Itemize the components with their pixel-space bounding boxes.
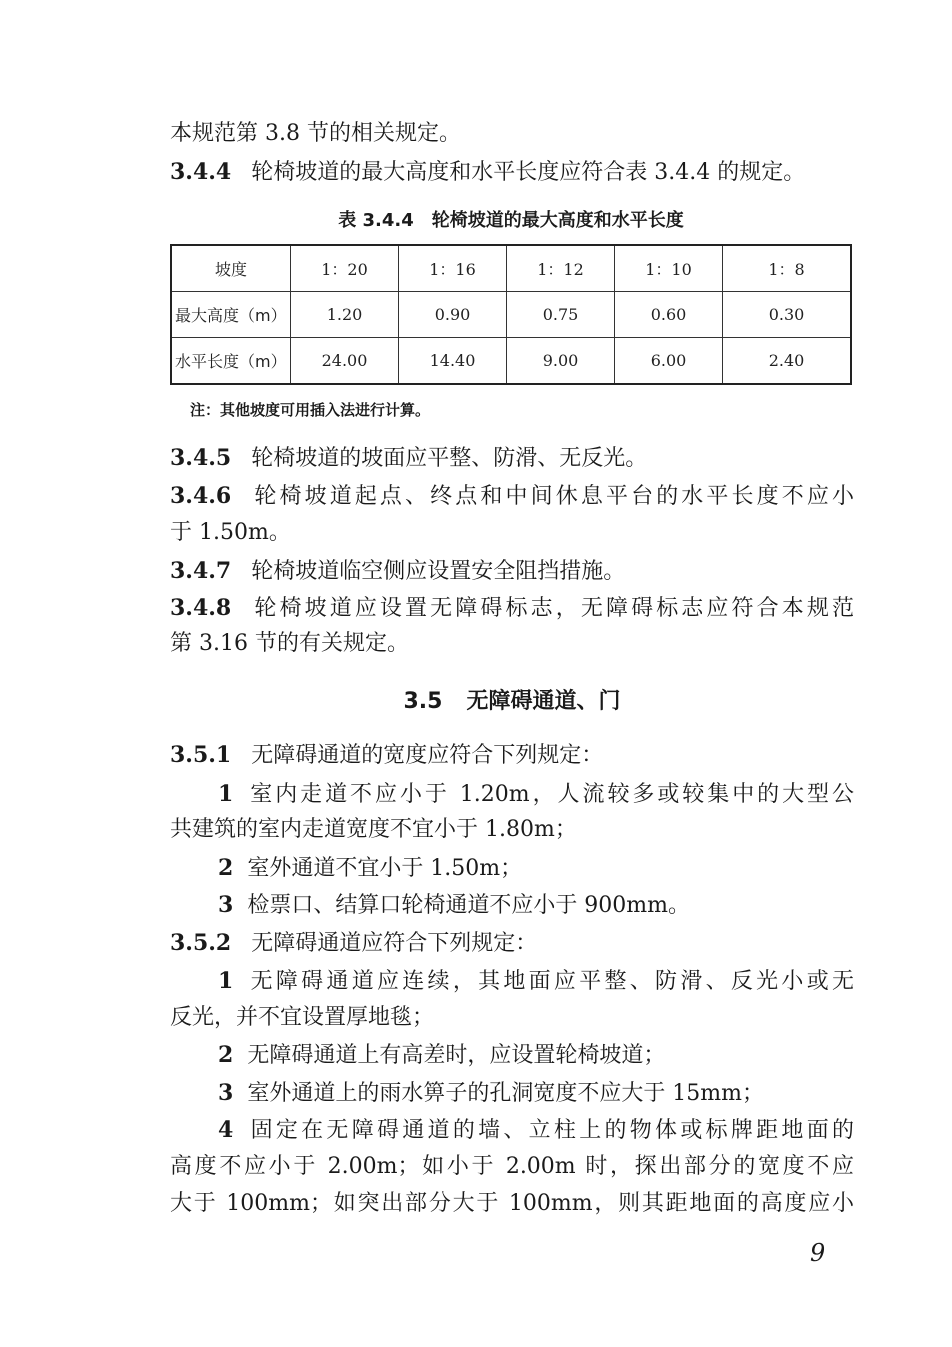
item-text: 室外通道不宜小于 1.50m； bbox=[247, 856, 523, 881]
page-number: 9 bbox=[810, 1239, 826, 1267]
table-cell: 14.40 bbox=[399, 338, 507, 385]
table-header-cell: 1：20 bbox=[291, 245, 399, 292]
table-caption-number: 表 3.4.4 bbox=[338, 210, 414, 231]
clause-text: 无障碍通道应符合下列规定： bbox=[251, 931, 538, 956]
table-cell: 1.20 bbox=[291, 292, 399, 338]
item-text: 大于 100mm；如突出部分大于 100mm，则其距地面的高度应小 bbox=[170, 1191, 854, 1216]
table-header-cell: 1：8 bbox=[723, 245, 852, 292]
list-item bbox=[218, 850, 854, 887]
item-text: 高度不应小于 2.00m；如小于 2.00m 时，探出部分的宽度不应 bbox=[170, 1154, 854, 1179]
clause-3-5-2 bbox=[170, 925, 854, 962]
section-number: 3.5 bbox=[403, 689, 443, 714]
clause-number: 3.4.4 bbox=[170, 159, 232, 185]
clause-number: 3.4.8 bbox=[170, 595, 232, 621]
clause-number: 3.4.7 bbox=[170, 558, 232, 584]
clause-3-4-5 bbox=[170, 440, 854, 477]
table-row bbox=[171, 292, 851, 338]
section-title-text: 无障碍通道、门 bbox=[466, 689, 621, 714]
item-text: 无障碍通道上有高差时，应设置轮椅坡道； bbox=[247, 1043, 666, 1068]
item-number: 3 bbox=[218, 892, 234, 918]
clause-text: 无障碍通道的宽度应符合下列规定： bbox=[251, 743, 604, 768]
item-text: 检票口、结算口轮椅通道不应小于 900mm。 bbox=[247, 893, 691, 918]
table-header-row bbox=[171, 245, 851, 292]
list-item bbox=[218, 776, 854, 813]
clause-3-5-1 bbox=[170, 737, 854, 774]
paragraph-line bbox=[170, 1149, 854, 1185]
table-cell: 0.75 bbox=[507, 292, 615, 338]
table-cell: 24.00 bbox=[291, 338, 399, 385]
table-header-cell: 1：12 bbox=[507, 245, 615, 292]
paragraph-line bbox=[170, 1000, 854, 1036]
paragraph-line bbox=[170, 116, 854, 152]
clause-text: 于 1.50m。 bbox=[170, 520, 291, 545]
table-header-cell: 1：16 bbox=[399, 245, 507, 292]
list-item bbox=[218, 963, 854, 1000]
list-item bbox=[218, 887, 854, 924]
table-caption-text: 轮椅坡道的最大高度和水平长度 bbox=[431, 210, 684, 231]
clause-text: 轮椅坡道的坡面应平整、防滑、无反光。 bbox=[251, 446, 648, 471]
item-number: 3 bbox=[218, 1080, 234, 1106]
table-row-label: 最大高度（m） bbox=[171, 292, 291, 338]
item-text: 无障碍通道应连续，其地面应平整、防滑、反光小或无 bbox=[247, 969, 854, 994]
clause-text: 第 3.16 节的有关规定。 bbox=[170, 631, 409, 656]
clause-3-4-7 bbox=[170, 553, 854, 590]
item-text: 室外通道上的雨水箅子的孔洞宽度不应大于 15mm； bbox=[247, 1081, 765, 1106]
paragraph-line bbox=[170, 1186, 854, 1222]
item-number: 2 bbox=[218, 1042, 234, 1068]
table-caption bbox=[170, 205, 852, 237]
clause-number: 3.4.6 bbox=[170, 483, 232, 509]
clause-3-4-6 bbox=[170, 478, 854, 515]
table-row bbox=[171, 338, 851, 385]
paragraph-line bbox=[170, 812, 854, 848]
table-cell: 9.00 bbox=[507, 338, 615, 385]
clause-3-4-8 bbox=[170, 590, 854, 627]
item-number: 4 bbox=[218, 1117, 234, 1143]
item-text: 室内走道不应小于 1.20m，人流较多或较集中的大型公 bbox=[247, 782, 854, 807]
table-note: 注：其他坡度可用插入法进行计算。 bbox=[190, 401, 431, 419]
clause-number: 3.5.1 bbox=[170, 742, 232, 768]
list-item bbox=[218, 1037, 854, 1074]
clause-number: 3.5.2 bbox=[170, 930, 232, 956]
item-number: 2 bbox=[218, 855, 234, 881]
table-row-label: 水平长度（m） bbox=[171, 338, 291, 385]
paragraph-line bbox=[170, 626, 854, 662]
item-text: 固定在无障碍通道的墙、立柱上的物体或标牌距地面的 bbox=[247, 1118, 854, 1143]
clause-text: 轮椅坡道起点、终点和中间休息平台的水平长度不应小 bbox=[251, 484, 854, 509]
item-text: 反光，并不宜设置厚地毯； bbox=[170, 1005, 435, 1030]
item-text: 共建筑的室内走道宽度不宜小于 1.80m； bbox=[170, 817, 577, 842]
table-cell: 2.40 bbox=[723, 338, 852, 385]
list-item bbox=[218, 1075, 854, 1112]
item-number: 1 bbox=[218, 781, 234, 807]
clause-text: 轮椅坡道应设置无障碍标志，无障碍标志应符合本规范 bbox=[251, 596, 854, 621]
table-header-cell: 坡度 bbox=[171, 245, 291, 292]
table-header-cell: 1：10 bbox=[615, 245, 723, 292]
ramp-table bbox=[170, 244, 852, 385]
item-number: 1 bbox=[218, 968, 234, 994]
clause-number: 3.4.5 bbox=[170, 445, 232, 471]
table-cell: 0.30 bbox=[723, 292, 852, 338]
clause-text: 轮椅坡道的最大高度和水平长度应符合表 3.4.4 的规定。 bbox=[251, 160, 806, 185]
table-cell: 6.00 bbox=[615, 338, 723, 385]
table-cell: 0.90 bbox=[399, 292, 507, 338]
clause-text: 轮椅坡道临空侧应设置安全阻挡措施。 bbox=[251, 559, 626, 584]
list-item bbox=[218, 1112, 854, 1149]
clause-3-4-4 bbox=[170, 154, 854, 191]
table-cell: 0.60 bbox=[615, 292, 723, 338]
paragraph-line bbox=[170, 515, 854, 551]
paragraph-text: 本规范第 3.8 节的相关规定。 bbox=[170, 121, 461, 146]
section-title bbox=[170, 684, 854, 720]
